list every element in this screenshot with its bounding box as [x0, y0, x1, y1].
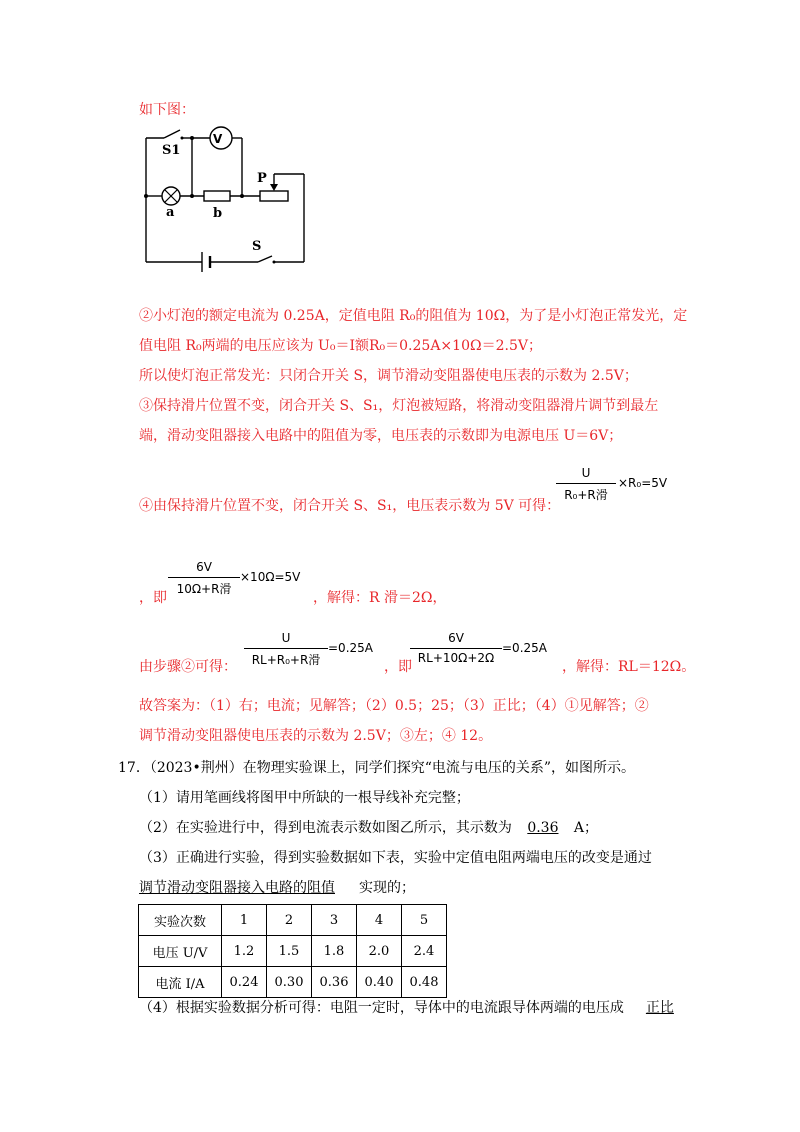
table-cell: 0.30 [267, 967, 312, 998]
step3-line2: 端，滑动变阻器接入电路中的阻值为零，电压表的示数即为电源电压 U＝6V； [139, 428, 623, 444]
intro-text: 如下图： [139, 102, 195, 118]
step4-fraction2 [168, 560, 240, 600]
fraction-denominator: 10Ω+R滑 [176, 582, 232, 596]
table-cell: 实验次数 [139, 905, 222, 936]
step4-text: ④由保持滑片位置不变，闭合开关 S、S₁，电压表示数为 5V 可得： [139, 498, 561, 514]
table-cell: 2 [267, 905, 312, 936]
answer-line2: 调节滑动变阻器使电压表的示数为 2.5V；③左；④ 12。 [139, 728, 493, 744]
fraction-bar [410, 648, 502, 649]
table-cell: 2.0 [357, 936, 402, 967]
resistor-label: b [213, 206, 223, 221]
answer-line1: 故答案为：（1）右；电流；见解答；（2）0.5；25；（3）正比；（4）①见解答；② [139, 698, 649, 714]
table-cell: 0.24 [222, 967, 267, 998]
q17-heading: 17．（2023•荆州）在物理实验课上，同学们探究“电流与电压的关系”，如图所示。 [118, 760, 636, 776]
table-cell: 5 [402, 905, 447, 936]
lamp-label: a [166, 205, 175, 220]
fraction-denominator: RL+10Ω+2Ω [417, 651, 495, 665]
table-cell: 1 [222, 905, 267, 936]
step5-formula2-tail: =0.25A [502, 641, 547, 655]
q17-part2-unit: A； [573, 820, 599, 836]
fraction-bar [556, 483, 616, 484]
step4-formula2-tail: ×10Ω=5V [240, 570, 301, 584]
step4-prefix: ，即 [139, 590, 167, 606]
step4-fraction1 [556, 466, 616, 506]
q17-part3-cont [139, 878, 415, 898]
data-table [138, 904, 447, 998]
table-cell: 0.40 [357, 967, 402, 998]
q17-part3-tail: 实现的； [359, 880, 415, 896]
fraction-numerator: U [281, 631, 291, 645]
voltmeter-label: V [213, 132, 223, 146]
table-row [139, 905, 447, 936]
fraction-bar [168, 577, 240, 578]
table-cell: 1.2 [222, 936, 267, 967]
circuit-diagram [134, 124, 314, 274]
fraction-numerator: U [581, 466, 591, 480]
step2-line3: 所以使灯泡正常发光：只闭合开关 S，调节滑动变阻器使电压表的示数为 2.5V； [139, 368, 638, 384]
q17-part2-text: （2）在实验进行中，得到电流表示数如图乙所示，其示数为 [139, 820, 512, 836]
table-cell: 电压 U/V [139, 936, 222, 967]
fraction-denominator: RL+R₀+R滑 [251, 653, 321, 667]
step5-prefix: 由步骤②可得： [139, 659, 237, 675]
step5-mid: ，即 [384, 659, 412, 675]
q17-part3-answer: 调节滑动变阻器接入电路的阻值 [139, 880, 335, 896]
step5-formula1-tail: =0.25A [328, 641, 373, 655]
switch-s-label: S [252, 239, 262, 254]
slider-label: P [257, 171, 267, 186]
circuit-svg [134, 124, 314, 274]
table-row [139, 967, 447, 998]
q17-part2-answer: 0.36 [527, 820, 559, 836]
table-cell: 1.5 [267, 936, 312, 967]
q17-part4-text: （4）根据实验数据分析可得：电阻一定时，导体中的电流跟导体两端的电压成 [139, 1000, 624, 1016]
fraction-denominator: R₀+R滑 [564, 488, 608, 502]
fraction-numerator: 6V [448, 631, 464, 645]
q17-part2 [139, 818, 598, 838]
table-cell: 电流 I/A [139, 967, 222, 998]
step5-fraction1 [244, 631, 328, 671]
table-cell: 3 [312, 905, 357, 936]
step3-line1: ③保持滑片位置不变，闭合开关 S、S₁，灯泡被短路，将滑动变阻器滑片调节到最左 [139, 398, 659, 414]
q17-part3: （3）正确进行实验，得到实验数据如下表，实验中定值电阻两端电压的改变是通过 [139, 850, 652, 866]
step2-line1: ②小灯泡的额定电流为 0.25A，定值电阻 R₀的阻值为 10Ω，为了是小灯泡正常发光，定 [139, 308, 688, 324]
fraction-numerator: 6V [196, 560, 212, 574]
fraction-bar [244, 648, 328, 649]
q17-part4 [139, 998, 674, 1018]
table-cell: 0.36 [312, 967, 357, 998]
table-cell: 0.48 [402, 967, 447, 998]
table-cell: 2.4 [402, 936, 447, 967]
step5-solve: ，解得：RL＝12Ω。 [562, 659, 696, 675]
step4-solve: ，解得：R 滑＝2Ω， [313, 590, 447, 606]
step4-formula1-tail: ×R₀=5V [618, 476, 668, 490]
step2-line2: 值电阻 R₀两端的电压应该为 U₀＝I额R₀＝0.25A×10Ω＝2.5V； [139, 338, 542, 354]
q17-part4-answer: 正比 [645, 1000, 674, 1016]
table-row [139, 936, 447, 967]
table-cell: 1.8 [312, 936, 357, 967]
step5-fraction2 [410, 631, 502, 671]
table-cell: 4 [357, 905, 402, 936]
switch-s1-label: S1 [162, 143, 181, 158]
q17-part1: （1）请用笔画线将图甲中所缺的一根导线补充完整； [139, 790, 470, 806]
